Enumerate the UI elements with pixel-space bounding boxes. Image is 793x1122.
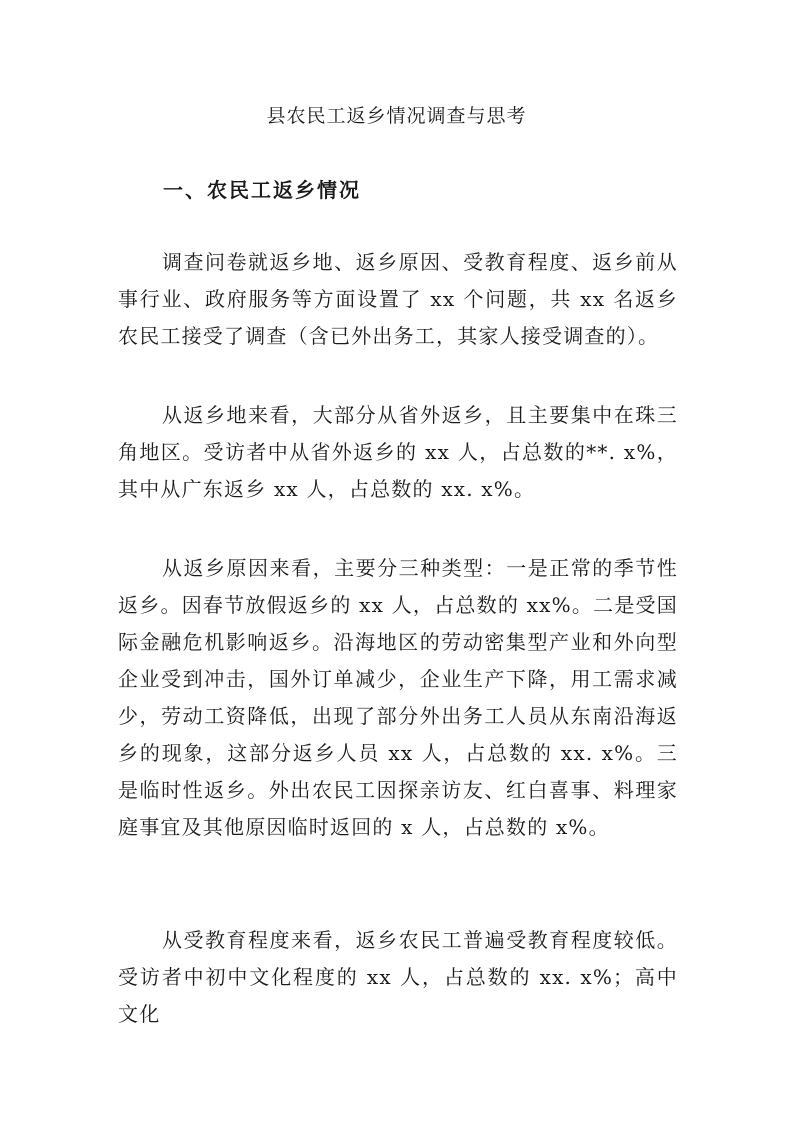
paragraph-survey-overview: 调查问卷就返乡地、返乡原因、受教育程度、返乡前从事行业、政府服务等方面设置了 xx 个问题，共 xx 名返乡农民工接受了调查（含已外出务工，其家人接受调查的）。 — [118, 250, 678, 348]
section-heading: 一、农民工返乡情况 — [163, 178, 361, 202]
document-title: 县农民工返乡情况调查与思考 — [266, 105, 527, 127]
paragraph-education-level: 从受教育程度来看，返乡农民工普遍受教育程度较低。受访者中初中文化程度的 xx 人，占总数的 xx. x%；高中文化 — [118, 928, 678, 1026]
paragraph-return-origin: 从返乡地来看，大部分从省外返乡，且主要集中在珠三角地区。受访者中从省外返乡的 xx 人，占总数的**. x%，其中从广东返乡 xx 人，占总数的 xx. x%。 — [118, 403, 678, 501]
paragraph-return-reasons: 从返乡原因来看，主要分三种类型：一是正常的季节性返乡。因春节放假返乡的 xx 人，占总数的 xx%。二是受国际金融危机影响返乡。沿海地区的劳动密集型产业和外向型企业受到冲击，国外订单减少，企业生产下降，用工需求减少，劳动工资降低，出现了部分外出务工人员从东南沿海返乡的现象，这部分返乡人员 xx 人，占总数的 xx. x%。三是临时性返乡。外出农民工因探亲访友、红白喜事、料理家庭事宜及其他原因临时返回的 x 人，占总数的 x%。 — [118, 556, 678, 839]
